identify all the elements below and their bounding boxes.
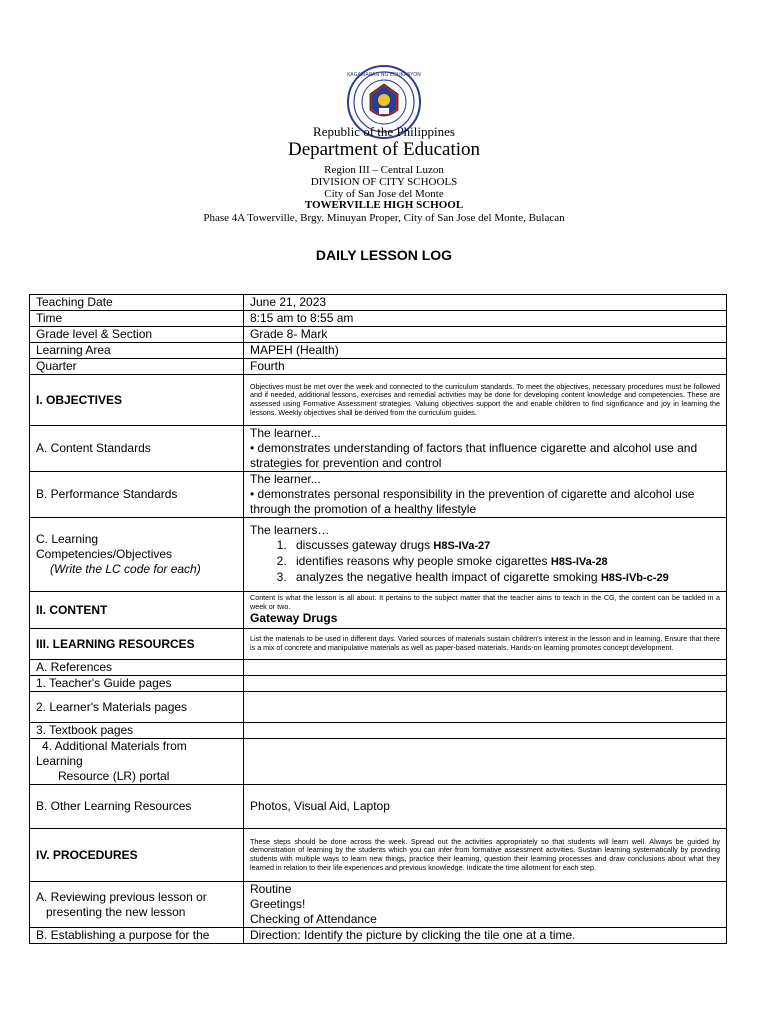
department-name: Department of Education [287, 139, 481, 160]
procedures-note: These steps should be done across the week. Spread out the activities appropriately so that students will learn well. Always be guided by demonstration of learning by the students which you can infer from formative assessment activities. Sustain learning systematically by providing students with multiple ways to learn new things, practice their learning, question their learning processes and draw conclusions about what they learned in relation to their life experiences and previous knowledge. Indicate the time allotment for each step. [250, 836, 720, 872]
teaching-date-value: June 21, 2023 [244, 295, 727, 311]
table-row [30, 311, 727, 327]
content-heading: II. CONTENT [30, 592, 244, 629]
table-row [30, 375, 727, 426]
purpose-label: B. Establishing a purpose for the [30, 928, 244, 944]
table-row [30, 739, 727, 785]
table-row [30, 928, 727, 944]
time-label: Time [30, 311, 244, 327]
objectives-note: Objectives must be met over the week and connected to the curriculum standards. To meet the objectives, necessary procedures must be followed and if needed, additional lessons, exercises and remedial activities may be done for developing content knowledge and competencies. These are assessed using Formative Assessment strategies. Valuing objectives support the and enable children to find significance and joy in learning the lessons. Weekly objectives shall be derived from the curriculum guides. [250, 381, 720, 417]
learning-resources-note-cell [244, 629, 727, 660]
city-line: City of San Jose del Monte [324, 188, 444, 200]
table-row [30, 426, 727, 472]
competency-text: identifies reasons why people smoke cigarettes [296, 554, 551, 568]
performance-standards-cell [244, 472, 727, 518]
additional-materials-line1: 4. Additional Materials from [42, 739, 187, 753]
other-resources-value: Photos, Visual Aid, Laptop [244, 785, 727, 829]
grade-label: Grade level & Section [30, 327, 244, 343]
learners-materials-value [244, 692, 727, 723]
objectives-heading: I. OBJECTIVES [30, 375, 244, 426]
table-row [30, 785, 727, 829]
table-row [30, 882, 727, 928]
performance-standards-text: • demonstrates personal responsibility in the prevention of cigarette and alcohol use through the promotion of a healthy lifestyle [250, 487, 695, 516]
content-standards-label: A. Content Standards [30, 426, 244, 472]
review-item: Checking of Attendance [250, 912, 377, 926]
competencies-label-line2: Competencies/Objectives [36, 547, 173, 561]
time-value: 8:15 am to 8:55 am [244, 311, 727, 327]
table-row [30, 692, 727, 723]
learning-resources-heading: III. LEARNING RESOURCES [30, 629, 244, 660]
grade-value: Grade 8- Mark [244, 327, 727, 343]
references-value [244, 660, 727, 676]
competency-text: analyzes the negative health impact of cigarette smoking [296, 570, 601, 584]
teaching-date-label: Teaching Date [30, 295, 244, 311]
table-row [30, 518, 727, 592]
review-label-cell [30, 882, 244, 928]
teachers-guide-label: 1. Teacher's Guide pages [30, 676, 244, 692]
table-row [30, 327, 727, 343]
review-label-line2: presenting the new lesson [46, 904, 186, 919]
learning-area-label: Learning Area [30, 343, 244, 359]
table-row [30, 343, 727, 359]
table-row [30, 295, 727, 311]
content-standards-intro: The learner... [250, 426, 321, 440]
table-row [30, 723, 727, 739]
table-row [30, 359, 727, 375]
lc-code: H8S-IVa-27 [433, 540, 491, 552]
review-item: Greetings! [250, 897, 306, 911]
textbook-value [244, 723, 727, 739]
region-line: Region III – Central Luzon [324, 164, 444, 176]
table-row [30, 629, 727, 660]
objectives-note-cell [244, 375, 727, 426]
list-item [290, 554, 720, 570]
review-label-line1: A. Reviewing previous lesson or [36, 889, 207, 904]
performance-standards-label: B. Performance Standards [30, 472, 244, 518]
performance-standards-intro: The learner... [250, 472, 321, 486]
competencies-cell [244, 518, 727, 592]
table-row [30, 472, 727, 518]
additional-materials-line2: Learning [36, 754, 83, 768]
content-standards-cell [244, 426, 727, 472]
quarter-label: Quarter [30, 359, 244, 375]
textbook-label: 3. Textbook pages [30, 723, 244, 739]
division-line: DIVISION OF CITY SCHOOLS [310, 176, 458, 188]
table-row [30, 676, 727, 692]
school-name: TOWERVILLE HIGH SCHOOL [304, 199, 464, 211]
references-label: A. References [30, 660, 244, 676]
content-cell [244, 592, 727, 629]
document-title: DAILY LESSON LOG [315, 247, 453, 263]
table-row [30, 660, 727, 676]
purpose-value: Direction: Identify the picture by clicking the tile one at a time. [244, 928, 727, 944]
review-cell [244, 882, 727, 928]
additional-materials-label-cell [30, 739, 244, 785]
table-row [30, 592, 727, 629]
content-topic: Gateway Drugs [250, 611, 338, 626]
lc-code: H8S-IVb-c-29 [600, 572, 669, 584]
competencies-label-cell [30, 518, 244, 592]
competencies-list [250, 538, 720, 586]
competencies-intro: The learners… [250, 523, 330, 537]
competencies-label-line1: C. Learning [36, 532, 99, 546]
procedures-heading: IV. PROCEDURES [30, 829, 244, 882]
additional-materials-value [244, 739, 727, 785]
lc-code: H8S-IVa-28 [550, 556, 608, 568]
competencies-label-note: (Write the LC code for each) [50, 562, 201, 576]
content-note: Content is what the lesson is all about. It pertains to the subject matter that the teacher aims to teach in the CG, the content can be tackled in a week or two. [250, 592, 720, 611]
lesson-log-table [29, 294, 727, 944]
learning-area-value: MAPEH (Health) [244, 343, 727, 359]
school-address: Phase 4A Towerville, Brgy. Minuyan Proper, City of San Jose del Monte, Bulacan [203, 212, 565, 224]
review-item: Routine [250, 882, 292, 896]
procedures-note-cell [244, 829, 727, 882]
other-resources-label: B. Other Learning Resources [30, 785, 244, 829]
competency-text: discusses gateway drugs [296, 538, 434, 552]
list-item [290, 538, 720, 554]
additional-materials-line3: Resource (LR) portal [58, 769, 170, 783]
quarter-value: Fourth [244, 359, 727, 375]
list-item [290, 570, 720, 586]
content-standards-text: • demonstrates understanding of factors that influence cigarette and alcohol use and strategies for prevention and control [250, 441, 698, 470]
learners-materials-label: 2. Learner's Materials pages [30, 692, 244, 723]
learning-resources-note: List the materials to be used in different days. Varied sources of materials sustain children's interest in the lesson and in learning. Ensure that there is a mix of concrete and manipulative materials as well as paper-based materials. Hands-on learning promotes concept development. [250, 634, 720, 652]
teachers-guide-value [244, 676, 727, 692]
svg-text:KAGAWARAN NG EDUKASYON: KAGAWARAN NG EDUKASYON [347, 72, 421, 78]
republic-line: Republic of the Philippines [313, 124, 455, 139]
table-row [30, 829, 727, 882]
